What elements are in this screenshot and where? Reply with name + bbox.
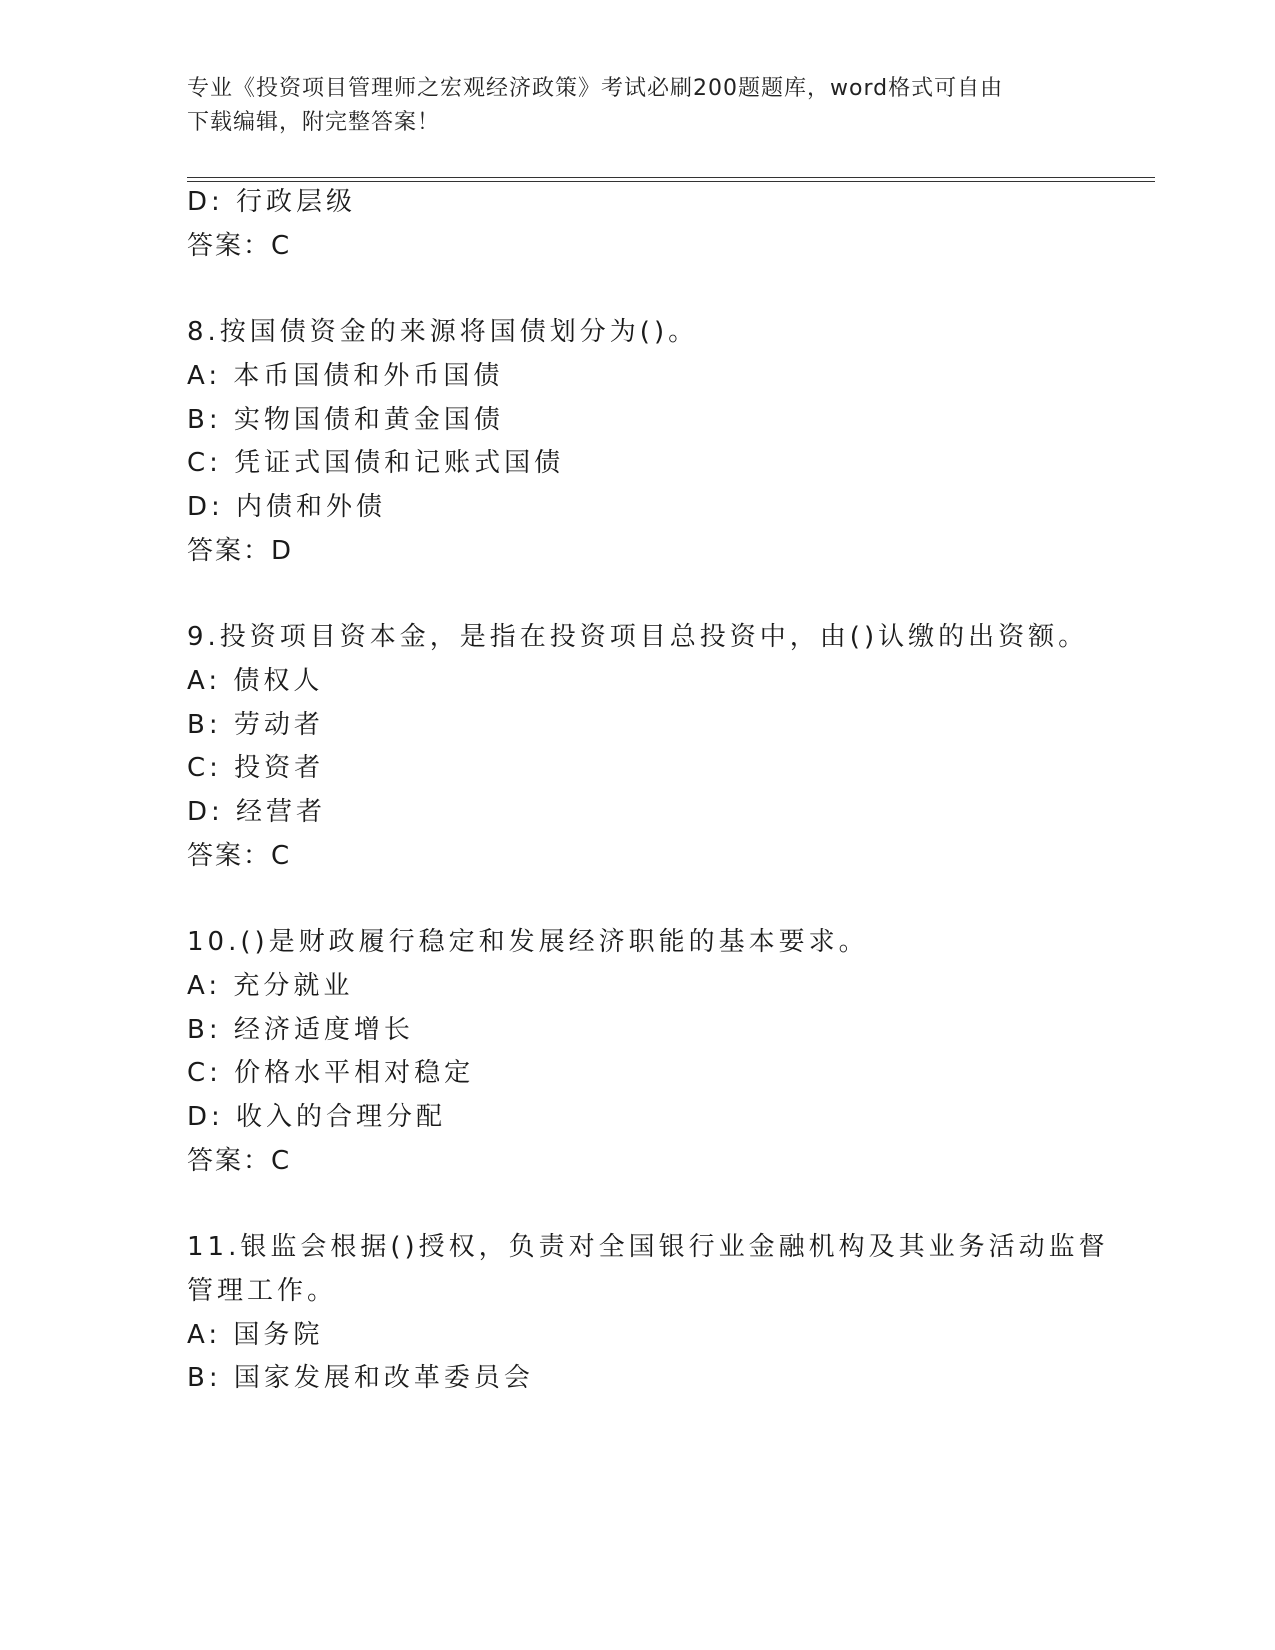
answer-line: 答案：C (187, 1146, 292, 1176)
header-line-2: 下载编辑，附完整答案！ (187, 110, 441, 135)
option-d: D: 内债和外债 (187, 492, 387, 522)
option-a: A: 国务院 (187, 1320, 324, 1350)
option-a: A: 充分就业 (187, 971, 354, 1001)
document-header (187, 72, 1067, 140)
option-b: B: 实物国债和黄金国债 (187, 405, 504, 435)
option-c: C: 凭证式国债和记账式国债 (187, 448, 565, 478)
answer-line: 答案：C (187, 841, 292, 871)
header-rule-bottom (187, 181, 1155, 182)
question-stem: 8.按国债资金的来源将国债划分为()。 (187, 317, 699, 347)
header-rule-top (187, 177, 1155, 178)
option-b: B: 经济适度增长 (187, 1015, 414, 1045)
option-d: D: 经营者 (187, 797, 327, 827)
question-stem: 10.()是财政履行稳定和发展经济职能的基本要求。 (187, 927, 869, 957)
option-b: B: 国家发展和改革委员会 (187, 1363, 534, 1393)
option-b: B: 劳动者 (187, 710, 324, 740)
option-a: A: 债权人 (187, 666, 324, 696)
option-d: D: 收入的合理分配 (187, 1102, 447, 1132)
question-stem-continued: 管理工作。 (187, 1276, 338, 1306)
question-stem: 11.银监会根据()授权，负责对全国银行业金融机构及其业务活动监督 (187, 1232, 1109, 1262)
answer-line: 答案：C (187, 231, 292, 261)
header-line-1: 专业《投资项目管理师之宏观经济政策》考试必刷200题题库，word格式可自由 (187, 76, 1004, 101)
option-c: C: 价格水平相对稳定 (187, 1058, 475, 1088)
option-c: C: 投资者 (187, 753, 325, 783)
answer-line: 答案：D (187, 536, 294, 566)
option-a: A: 本币国债和外币国债 (187, 361, 504, 391)
question-stem: 9.投资项目资本金，是指在投资项目总投资中，由()认缴的出资额。 (187, 622, 1089, 652)
option-d: D: 行政层级 (187, 187, 357, 217)
